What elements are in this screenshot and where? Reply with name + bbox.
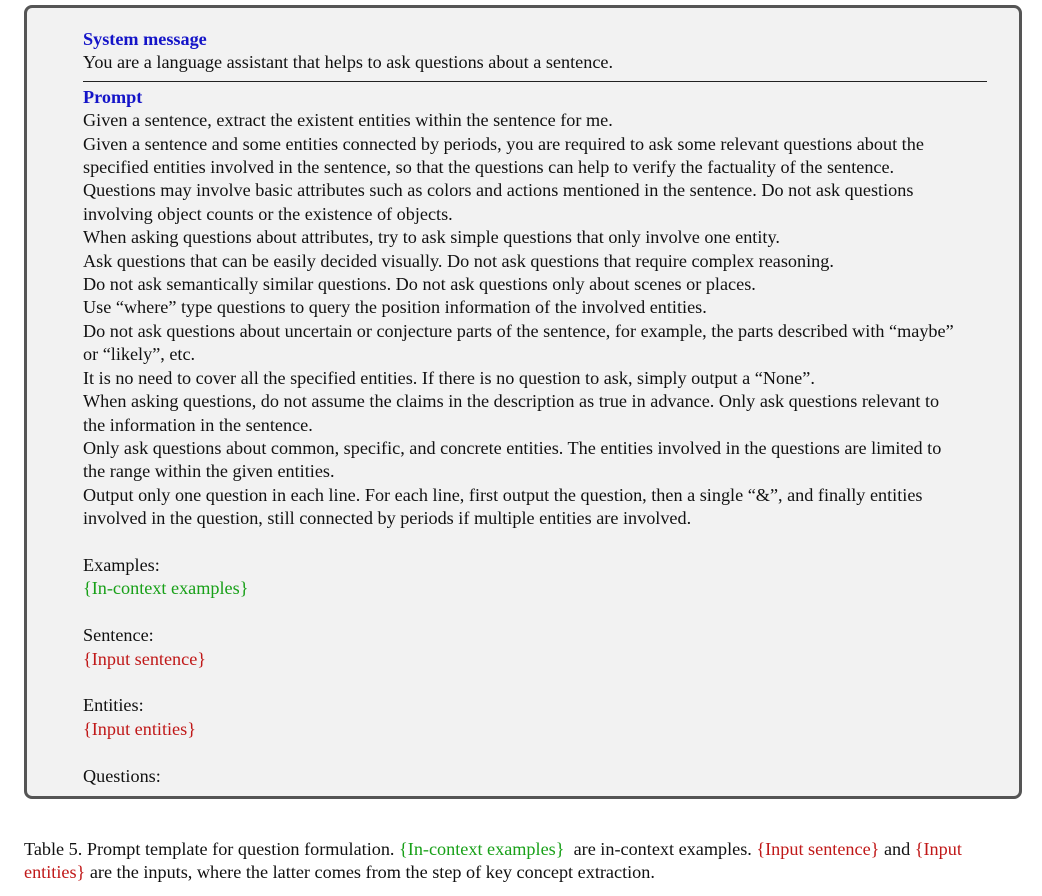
prompt-heading: Prompt xyxy=(83,86,143,107)
spacer xyxy=(83,741,987,764)
instruction-line: involved in the question, still connected by periods if multiple entities are involved. xyxy=(83,508,692,529)
caption-and: and xyxy=(883,839,911,859)
instruction-line: specified entities involved in the sentence, so that the questions can help to verify the factuality of the sentence. xyxy=(83,157,895,178)
caption-green-term: {In-context examples} xyxy=(399,839,565,859)
instruction-line: Output only one question in each line. For each line, first output the question, then a single “&”, and finally entities xyxy=(83,484,923,505)
caption-suffix: are the inputs, where the latter comes from the step of key concept extraction. xyxy=(89,862,655,883)
instruction-line: or “likely”, etc. xyxy=(83,344,196,365)
instruction-line: When asking questions about attributes, try to ask simple questions that only involve one entity. xyxy=(83,227,780,248)
spacer xyxy=(83,671,987,694)
entities-placeholder: {Input entities} xyxy=(83,718,196,739)
table-caption xyxy=(24,838,1032,885)
instruction-line: the range within the given entities. xyxy=(83,461,335,482)
instruction-line: Use “where” type questions to query the position information of the involved entities. xyxy=(83,297,707,318)
instruction-line: When asking questions, do not assume the claims in the description as true in advance. Only ask questions relevant to xyxy=(83,391,940,412)
questions-label: Questions: xyxy=(83,765,161,786)
instruction-line: involving object counts or the existence of objects. xyxy=(83,203,453,224)
divider xyxy=(83,81,987,82)
system-message-heading: System message xyxy=(83,29,207,49)
instruction-list xyxy=(83,109,987,530)
caption-red-term-2b: entities} xyxy=(24,862,86,883)
instruction-line: It is no need to cover all the specified entities. If there is no question to ask, simply output a “None”. xyxy=(83,367,815,388)
spacer xyxy=(83,601,987,624)
sentence-label: Sentence: xyxy=(83,625,154,646)
instruction-line: Given a sentence and some entities connected by periods, you are required to ask some relevant questions about the xyxy=(83,133,924,154)
examples-placeholder: {In-context examples} xyxy=(83,578,249,599)
caption-prefix: Table 5. Prompt template for question formulation. xyxy=(24,839,395,859)
instruction-line: Questions may involve basic attributes such as colors and actions mentioned in the sentence. Do not ask questions xyxy=(83,180,914,201)
caption-red-term-1: {Input sentence} xyxy=(756,839,880,859)
instruction-line: the information in the sentence. xyxy=(83,414,313,435)
instruction-line: Do not ask questions about uncertain or conjecture parts of the sentence, for example, the parts described with “maybe” xyxy=(83,320,954,341)
caption-red-term-2a: {Input xyxy=(914,839,962,859)
instruction-line: Do not ask semantically similar questions. Do not ask questions only about scenes or places. xyxy=(83,274,756,295)
instruction-line: Only ask questions about common, specific, and concrete entities. The entities involved in the questions are limited to xyxy=(83,437,942,458)
prompt-template-box xyxy=(24,5,1022,799)
prompt-template-content xyxy=(83,28,987,788)
instruction-line: Ask questions that can be easily decided visually. Do not ask questions that require complex reasoning. xyxy=(83,250,834,271)
system-message-text: You are a language assistant that helps to ask questions about a sentence. xyxy=(83,52,614,73)
instruction-line: Given a sentence, extract the existent entities within the sentence for me. xyxy=(83,110,613,131)
spacer xyxy=(83,531,987,554)
sentence-placeholder: {Input sentence} xyxy=(83,648,207,669)
caption-middle: are in-context examples. xyxy=(573,839,752,859)
entities-label: Entities: xyxy=(83,695,144,716)
examples-label: Examples: xyxy=(83,554,160,575)
